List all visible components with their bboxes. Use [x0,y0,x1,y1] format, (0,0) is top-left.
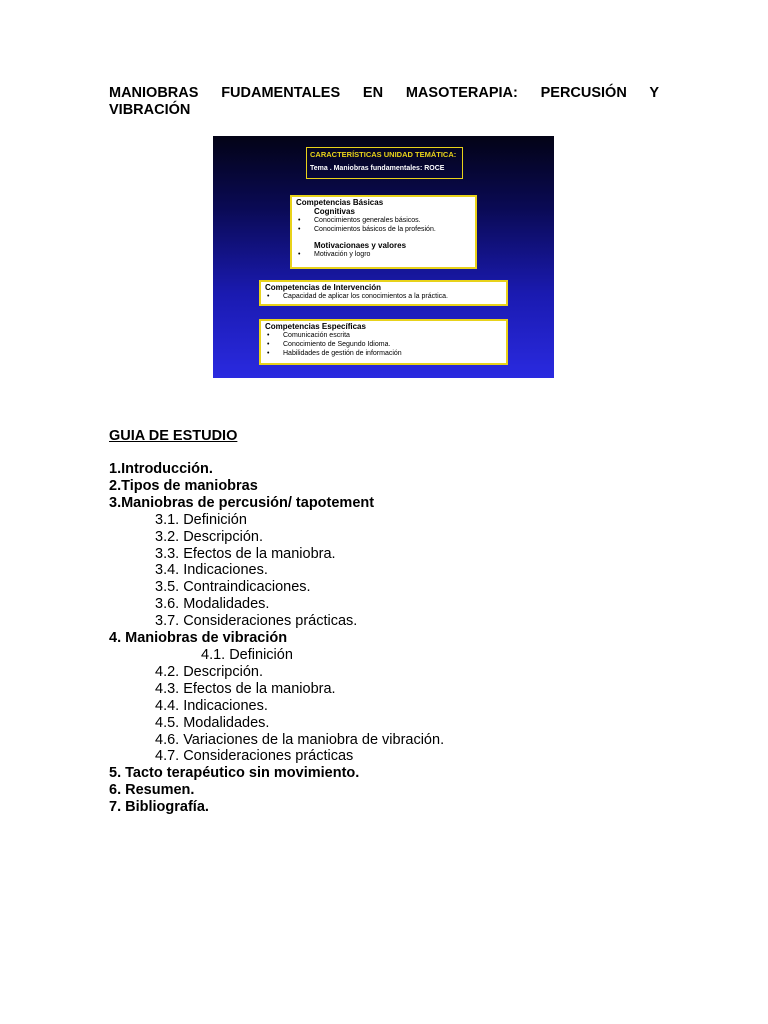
study-guide-item: 3.6. Modalidades. [155,596,270,613]
study-guide-item: 4.3. Efectos de la maniobra. [155,680,336,697]
intervention-competencies-heading: Competencias de Intervención [265,283,382,292]
motivational-subheading: Motivacionaes y valores [314,241,407,250]
list-item: • Habilidades de gestión de información [265,349,502,358]
study-guide-item: 7. Bibliografía. [109,799,209,816]
study-guide-item: 4. Maniobras de vibración [109,630,288,647]
study-guide-item: 4.2. Descripción. [155,663,263,680]
specific-competencies-box [259,319,508,365]
cognitive-subheading: Cognitivas [314,207,355,216]
study-guide-item: 3.5. Contraindicaciones. [155,579,311,596]
list-item: • Conocimientos generales básicos. [296,216,471,225]
list-item: • Conocimientos básicos de la profesión. [296,225,471,234]
study-guide-item: 3.1. Definición [155,511,247,528]
study-guide-item: 4.1. Definición [201,646,293,663]
specific-competencies-heading: Competencias Específicas [265,322,366,331]
study-guide-item: 6. Resumen. [109,782,195,799]
basic-competencies-heading: Competencias Básicas [296,198,384,207]
study-guide-list [109,461,444,816]
study-guide-item: 3.3. Efectos de la maniobra. [155,545,336,562]
slide-header-title: CARACTERÍSTICAS UNIDAD TEMÁTICA: [310,150,457,159]
intervention-competencies-box [259,280,508,306]
study-guide-item: 4.5. Modalidades. [155,714,270,731]
study-guide-item: 4.6. Variaciones de la maniobra de vibración. [155,731,445,748]
basic-competencies-box [290,195,477,269]
page-title-line-1: MANIOBRAS FUDAMENTALES EN MASOTERAPIA: PERCUSIÓN Y [109,85,659,101]
study-guide-title: GUIA DE ESTUDIO [109,428,238,444]
study-guide-item: 3.Maniobras de percusión/ tapotement [109,494,375,511]
list-item: • Conocimiento de Segundo Idioma. [265,340,502,349]
study-guide-item: 4.4. Indicaciones. [155,697,268,714]
study-guide-item: 3.7. Consideraciones prácticas. [155,613,358,630]
study-guide-item: 2.Tipos de maniobras [109,477,258,494]
study-guide-item: 3.4. Indicaciones. [155,562,268,579]
study-guide-item: 1.Introducción. [109,461,213,477]
list-item: • Motivación y logro [296,250,471,259]
study-guide-item: 4.7. Consideraciones prácticas [155,748,354,765]
page-title [109,85,659,119]
slide-header-box [306,147,463,179]
list-item: • Capacidad de aplicar los conocimientos a la práctica. [265,292,502,301]
study-guide-item: 5. Tacto terapéutico sin movimiento. [109,765,360,782]
page-title-line-2: VIBRACIÓN [109,102,191,118]
slide-header-subtitle: Tema . Maniobras fundamentales: ROCE [310,165,445,172]
slide-image [213,136,554,378]
list-item: • Comunicación escrita [265,331,502,340]
study-guide-item: 3.2. Descripción. [155,528,263,545]
